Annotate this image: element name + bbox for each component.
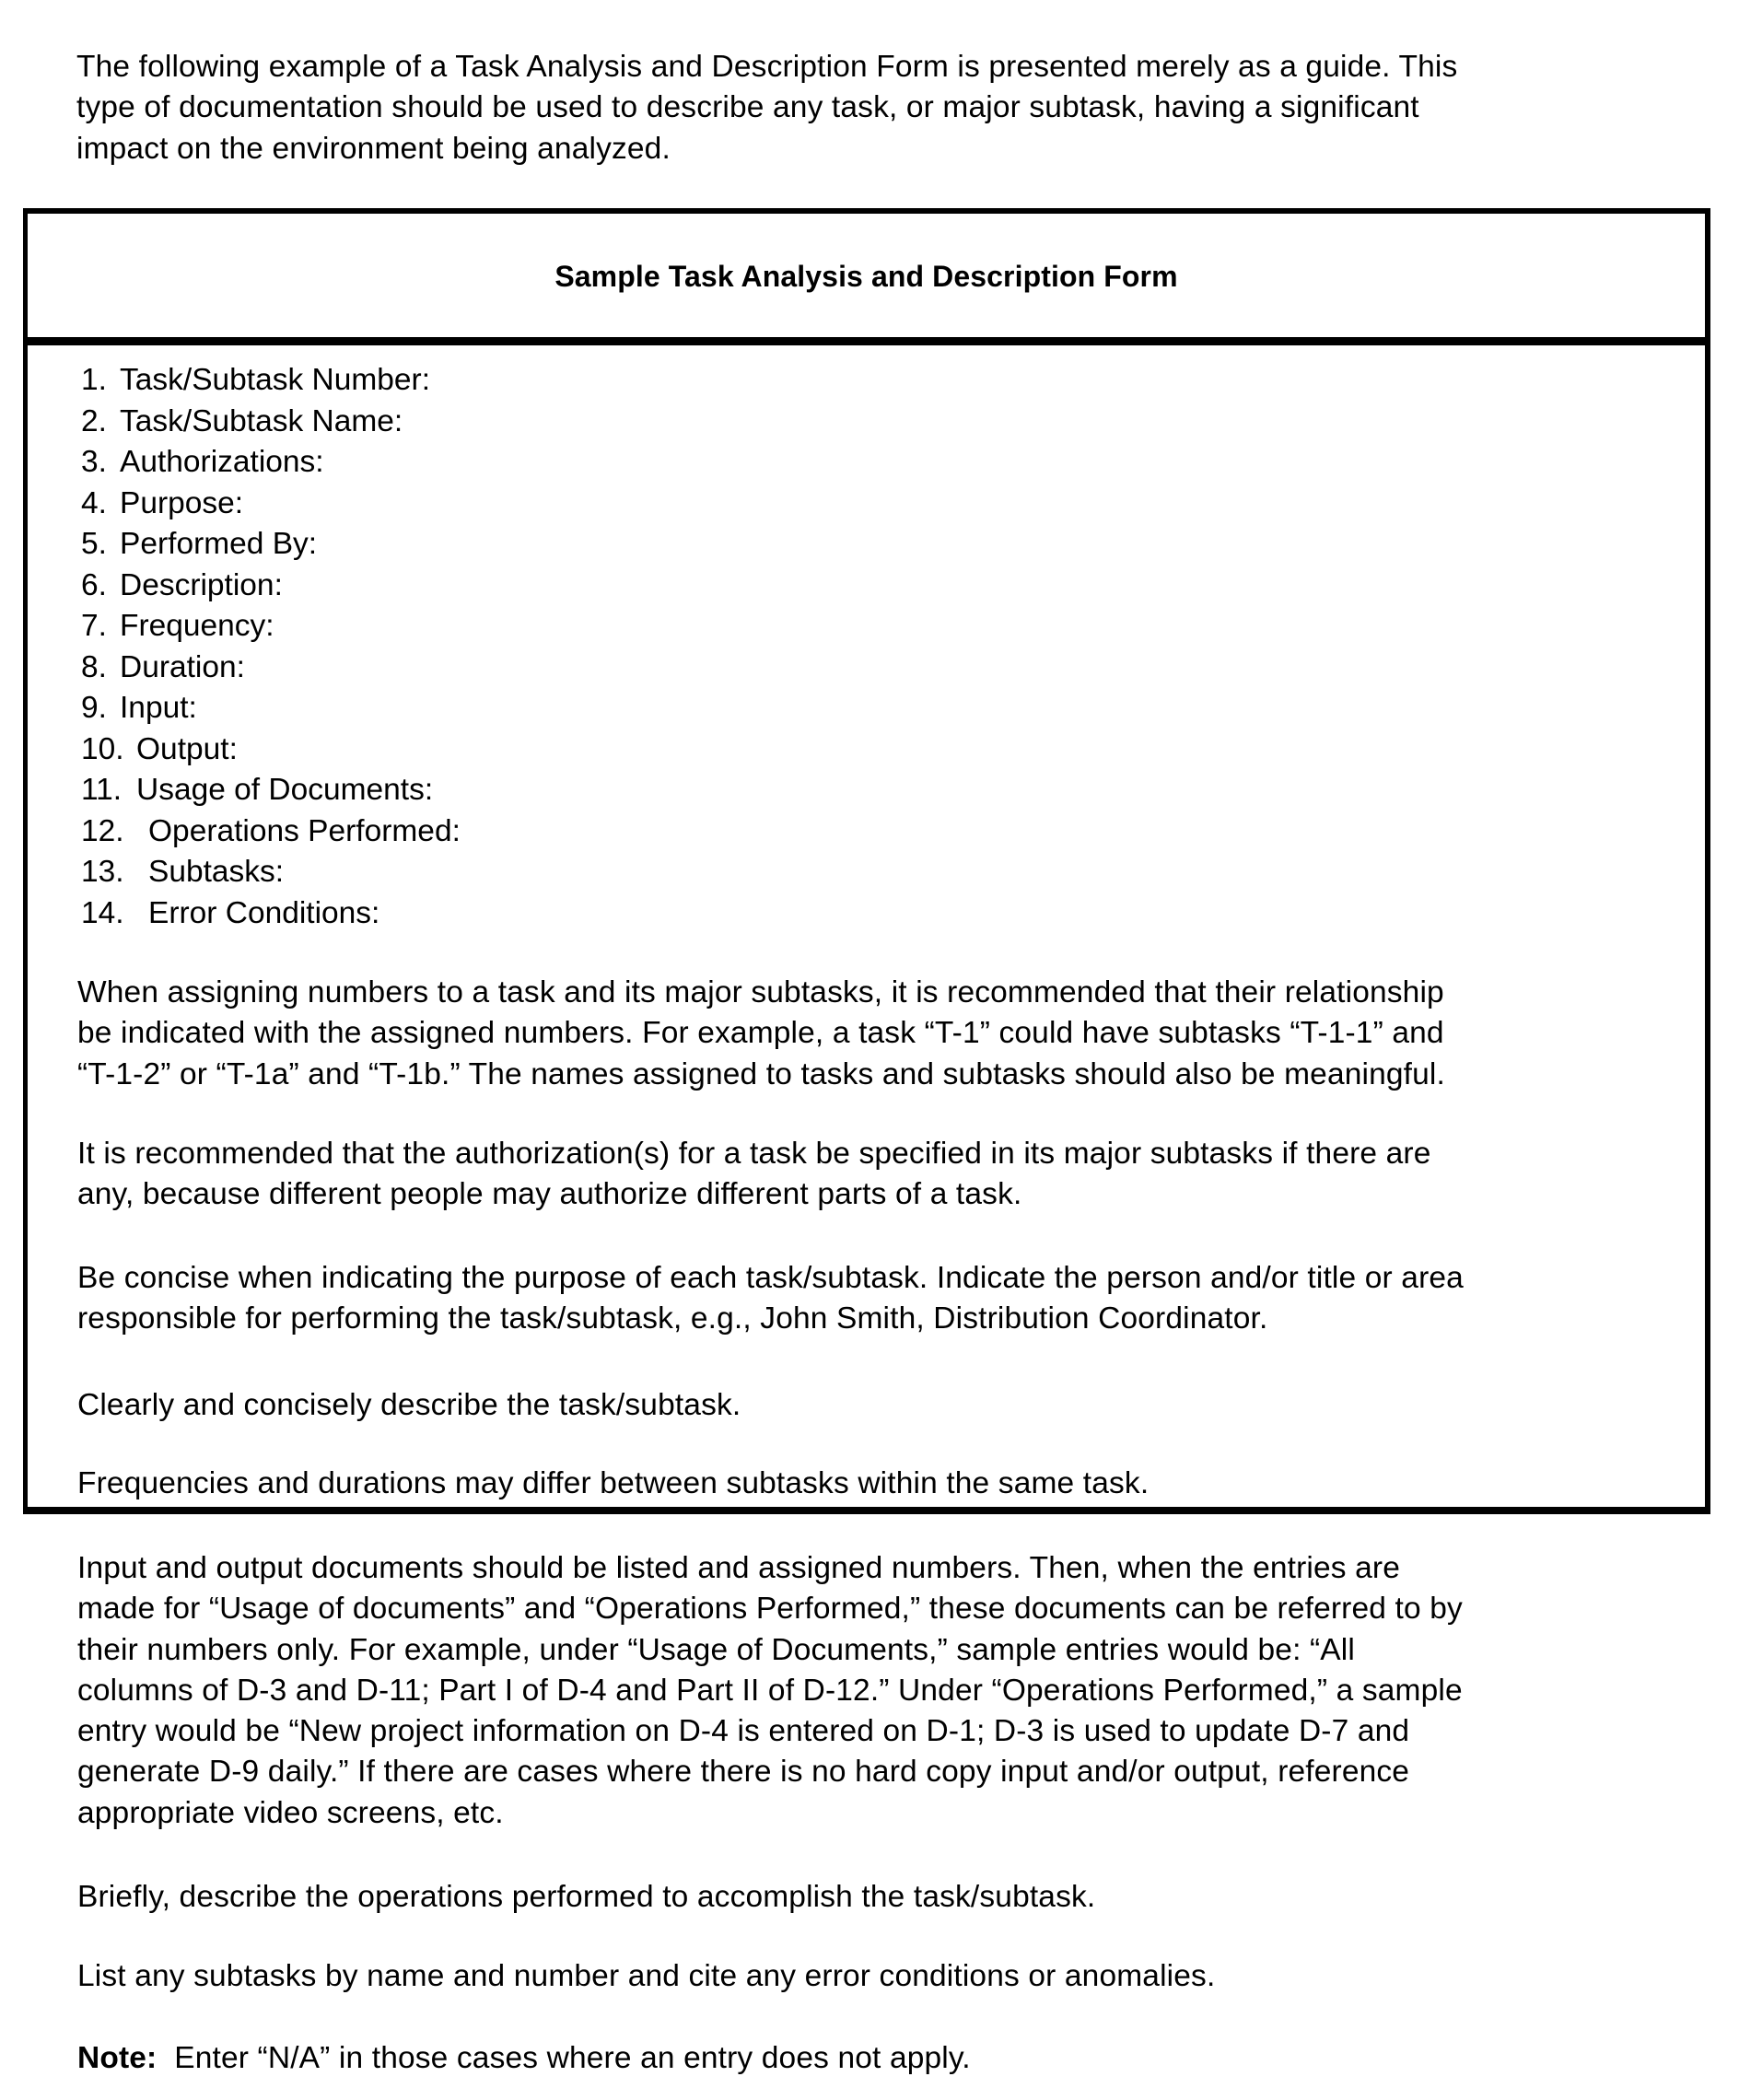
- guidance-line: be indicated with the assigned numbers. For example, a task “T-1” could have subtasks “T-1-1” and: [77, 1016, 1444, 1051]
- form-field-item: [81, 442, 324, 484]
- guidance-line: Frequencies and durations may differ between subtasks within the same task.: [77, 1466, 1150, 1500]
- note-text: Enter “N/A” in those cases where an entry does not apply.: [157, 2041, 971, 2075]
- guidance-purpose: [77, 1258, 1464, 1340]
- paragraph-line: Briefly, describe the operations performed to accomplish the task/subtask.: [77, 1880, 1096, 1914]
- form-field-item: [81, 360, 430, 402]
- field-label: Output:: [136, 731, 238, 766]
- paragraph-line: columns of D-3 and D-11; Part I of D-4 and Part II of D-12.” Under “Operations Performed,” a sample: [77, 1673, 1463, 1708]
- guidance-line: When assigning numbers to a task and its major subtasks, it is recommended that their relationship: [77, 975, 1444, 1009]
- field-label: Description:: [120, 567, 283, 602]
- guidance-line: responsible for performing the task/subtask, e.g., John Smith, Distribution Coordinator.: [77, 1301, 1268, 1336]
- subtasks-paragraph: [77, 1956, 1215, 1997]
- guidance-frequency: [77, 1464, 1149, 1504]
- intro-paragraph: [76, 47, 1457, 169]
- note-label: Note:: [77, 2041, 158, 2075]
- form-field-item: [81, 606, 274, 648]
- field-number: 5.: [81, 527, 107, 561]
- guidance-description: [77, 1385, 741, 1426]
- guidance-line: Clearly and concisely describe the task/subtask.: [77, 1388, 741, 1422]
- form-field-item: [81, 770, 434, 811]
- operations-paragraph: [77, 1877, 1095, 1918]
- intro-line: impact on the environment being analyzed.: [76, 131, 671, 166]
- field-label: Performed By:: [120, 527, 318, 561]
- guidance-line: any, because different people may authorize different parts of a task.: [77, 1177, 1022, 1212]
- field-label: Authorizations:: [120, 445, 324, 479]
- field-label: Usage of Documents:: [136, 773, 434, 807]
- form-title-divider: [28, 337, 1705, 345]
- field-number: 11.: [81, 773, 123, 807]
- form-field-item: [81, 893, 380, 935]
- form-field-item: [81, 524, 318, 566]
- guidance-line: Be concise when indicating the purpose of each task/subtask. Indicate the person and/or title or area: [77, 1261, 1464, 1295]
- field-label: Purpose:: [120, 485, 244, 520]
- intro-line: The following example of a Task Analysis and Description Form is presented merely as a guide. This: [76, 50, 1458, 84]
- field-number: 13.: [81, 855, 124, 889]
- field-label: Task/Subtask Name:: [120, 403, 403, 438]
- form-field-item: [81, 648, 245, 689]
- field-number: 4.: [81, 485, 107, 520]
- paragraph-line: made for “Usage of documents” and “Operations Performed,” these documents can be referred to by: [77, 1592, 1463, 1627]
- paragraph-line: appropriate video screens, etc.: [77, 1795, 504, 1830]
- guidance-authorizations: [77, 1134, 1431, 1216]
- guidance-numbering: [77, 973, 1445, 1095]
- field-number: 8.: [81, 649, 107, 684]
- paragraph-line: generate D-9 daily.” If there are cases where there is no hard copy input and/or output, reference: [77, 1755, 1410, 1790]
- paragraph-line: List any subtasks by name and number and cite any error conditions or anomalies.: [77, 1959, 1216, 1993]
- paragraph-line: entry would be “New project information on D-4 is entered on D-1; D-3 is used to update D-7 and: [77, 1714, 1410, 1749]
- form-field-item: [81, 852, 285, 893]
- intro-line: type of documentation should be used to describe any task, or major subtask, having a significant: [76, 90, 1419, 125]
- documents-paragraph: [77, 1548, 1463, 1834]
- field-number: 12.: [81, 813, 124, 848]
- form-field-item: [81, 402, 403, 443]
- paragraph-line: their numbers only. For example, under “Usage of Documents,” sample entries would be: “All: [77, 1632, 1355, 1667]
- field-number: 6.: [81, 567, 107, 602]
- paragraph-line: Input and output documents should be listed and assigned numbers. Then, when the entries are: [77, 1551, 1401, 1585]
- field-number: 1.: [81, 363, 107, 397]
- field-number: 3.: [81, 445, 107, 479]
- form-field-item: [81, 688, 197, 729]
- form-title: Sample Task Analysis and Description Form: [554, 260, 1178, 293]
- guidance-line: “T-1-2” or “T-1a” and “T-1b.” The names assigned to tasks and subtasks should also be meaningful.: [77, 1056, 1445, 1091]
- form-field-item: [81, 811, 461, 853]
- note-paragraph: [77, 2038, 971, 2079]
- field-number: 9.: [81, 691, 107, 725]
- field-label: Duration:: [120, 649, 245, 684]
- guidance-line: It is recommended that the authorization(s) for a task be specified in its major subtasks if there are: [77, 1137, 1431, 1171]
- field-label: Frequency:: [120, 609, 274, 643]
- note-line: [77, 2038, 971, 2079]
- field-label: Operations Performed:: [148, 813, 461, 848]
- field-label: Task/Subtask Number:: [120, 363, 430, 397]
- field-number: 7.: [81, 609, 107, 643]
- field-label: Subtasks:: [148, 855, 285, 889]
- field-number: 2.: [81, 403, 107, 438]
- field-label: Error Conditions:: [148, 895, 380, 930]
- form-field-item: [81, 729, 238, 771]
- field-number: 14.: [81, 895, 124, 930]
- form-field-list: [81, 360, 461, 934]
- field-label: Input:: [120, 691, 197, 725]
- field-number: 10.: [81, 731, 124, 766]
- form-field-item: [81, 566, 283, 607]
- form-field-item: [81, 484, 244, 525]
